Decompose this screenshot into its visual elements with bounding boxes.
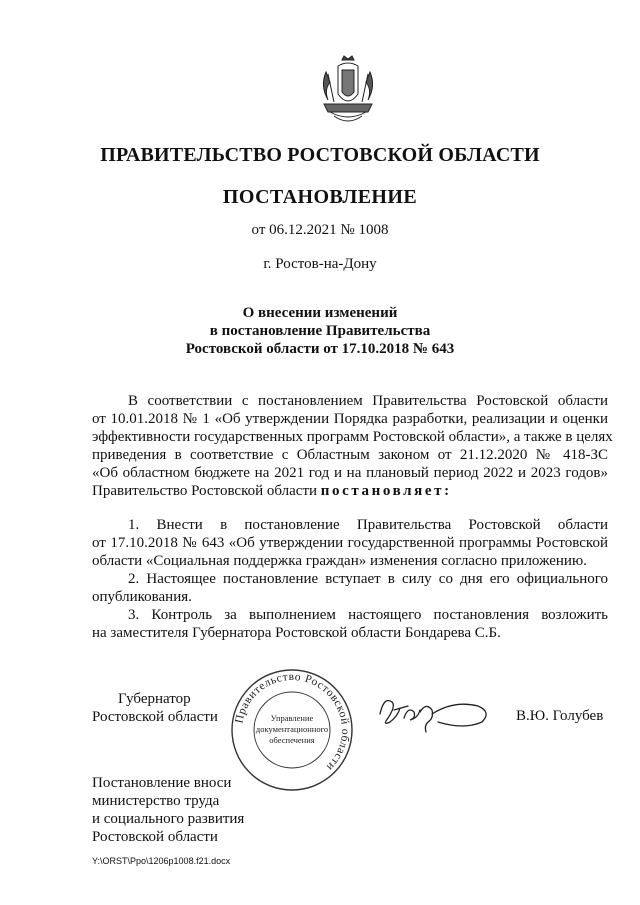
subject-line: О внесении изменений bbox=[242, 305, 398, 321]
preamble-line: «Об областном бюджете на 2021 год и на плановый период 2022 и 2023 годов» bbox=[92, 465, 608, 481]
document-type: ПОСТАНОВЛЕНИЕ bbox=[222, 186, 418, 208]
resolution-item-3 bbox=[92, 606, 608, 642]
preamble-line: от 10.01.2018 № 1 «Об утверждении Порядка разработки, реализации и оценки bbox=[92, 411, 608, 427]
contributor-line: Постановление вноси bbox=[92, 775, 232, 791]
item-line: 1. Внести в постановление Правительства Ростовской области bbox=[128, 517, 608, 533]
handwritten-signature bbox=[374, 688, 494, 736]
signatory-title bbox=[92, 690, 218, 726]
document-city: г. Ростов-на-Дону bbox=[263, 256, 377, 272]
preamble-line-prefix: Правительство Ростовской области bbox=[92, 483, 318, 499]
contributor-line: министерство труда bbox=[92, 793, 220, 809]
item-line: области «Социальная поддержка граждан» изменения согласно приложению. bbox=[92, 553, 587, 569]
official-seal-stamp bbox=[228, 666, 356, 794]
signatory-name: В.Ю. Голубев bbox=[516, 708, 604, 724]
item-line: опубликования. bbox=[92, 589, 192, 605]
seal-center-line: обеспечения bbox=[269, 735, 315, 745]
contributor-line: Ростовской области bbox=[92, 829, 218, 845]
document-date-number: от 06.12.2021 № 1008 bbox=[251, 222, 389, 238]
resolves-word: постановляет: bbox=[320, 483, 452, 499]
item-line: от 17.10.2018 № 643 «Об утверждении государственной программы Ростовской bbox=[92, 535, 608, 551]
seal-center-line: документационного bbox=[255, 724, 329, 734]
government-title: ПРАВИТЕЛЬСТВО РОСТОВСКОЙ ОБЛАСТИ bbox=[100, 144, 540, 166]
coat-of-arms-icon bbox=[316, 54, 380, 126]
file-path: Y:\ORST\Ppo\1206p1008.f21.docx bbox=[92, 856, 231, 866]
preamble-paragraph bbox=[92, 392, 613, 500]
preamble-line: эффективности государственных программ Ростовской области», а также в целях bbox=[92, 429, 613, 445]
signatory-title-line: Ростовской области bbox=[92, 709, 218, 725]
contributor-note bbox=[92, 774, 244, 846]
document-subject bbox=[0, 304, 640, 358]
item-line: 3. Контроль за выполнением настоящего постановления возложить bbox=[128, 607, 608, 623]
resolution-item-1 bbox=[92, 516, 608, 570]
item-line: на заместителя Губернатора Ростовской области Бондарева С.Б. bbox=[92, 625, 501, 641]
seal-ring-text: Правительство Ростовской области bbox=[233, 670, 352, 774]
resolution-item-2 bbox=[92, 570, 608, 606]
seal-center-line: Управление bbox=[270, 713, 314, 723]
subject-line: в постановление Правительства bbox=[209, 323, 431, 339]
preamble-line: В соответствии с постановлением Правительства Ростовской области bbox=[128, 393, 608, 409]
subject-line: Ростовской области от 17.10.2018 № 643 bbox=[185, 341, 455, 357]
preamble-line bbox=[92, 482, 608, 500]
preamble-line: приведения в соответствие с Областным законом от 21.12.2020 № 418-ЗС bbox=[92, 447, 608, 463]
contributor-line: и социального развития bbox=[92, 811, 245, 827]
item-line: 2. Настоящее постановление вступает в силу со дня его официального bbox=[128, 571, 608, 587]
signatory-title-line: Губернатор bbox=[118, 691, 191, 707]
